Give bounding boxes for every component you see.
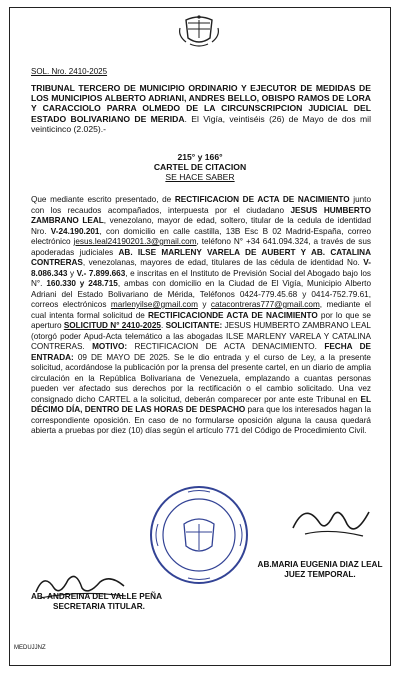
judge-name: AB.MARIA EUGENIA DIAZ LEAL	[257, 560, 383, 569]
judge-signature-block	[250, 560, 390, 580]
request-number: SOL. Nro. 2410-2025	[31, 67, 108, 76]
years-line: 215° y 166°	[177, 152, 223, 162]
coat-of-arms-emblem	[176, 14, 222, 48]
court-header	[31, 83, 371, 134]
secretary-name: AB. ANDREINA DEL VALLE PEÑA	[31, 592, 163, 601]
judge-title: JUEZ TEMPORAL.	[284, 570, 356, 579]
notice-paragraph: Que mediante escrito presentado, de RECTIFICACION DE ACTA DE NACIMIENTO junto con los recaudos acompañados, interpuesta por el ciudadano JESUS HUMBERTO ZAMBRANO LEAL, venezolano, mayor de edad, soltero, titular de la cedula de identidad Nro. V-24.190.201, con domicilio en calle castilla, 13B Esc B 02 Madrid-España, correo electrónico jesus.leal24190201.3@gmail.com, teléfono N° +34 641.094.324, a través de sus apoderadas judiciales AB. ILSE MARLENY VARELA DE AUBERT Y AB. CATALINA CONTRERAS, venezolanas, mayores de edad, titulares de las cédula de identidad No. V-8.086.343 y V.- 7.899.663, e inscritas en el Instituto de Previsión Social del Abogado bajo los N°. 160.330 y 248.715, ambas con domicilio en la Ciudad de El Vigía, Municipio Alberto Adriani del Estado Bolivariano de Mérida, Teléfonos 0424-779.45.68 y 0414-752.79.61, correos electrónicos marlenyilse@gmail.com y catacontreras777@gmail.com, mediante el cual intenta formal solicitud de RECTIFICACIONDE ACTA DE NACIMIENTO por lo que se aperturo SOLICITUD N° 2410-2025. SOLICITANTE: JESUS HUMBERTO ZAMBRANO LEAL (otorgó poder Apud-Acta telemático a las abogadas ILSE MARLENY VARELA Y CATALINA CONTRERAS. MOTIVO: RECTIFICACION DE ACTA DENACIMIENTO. FECHA DE ENTRADA: 09 DE MAYO DE 2025. Se le dio entrada y el curso de Ley, a la presente solicitud, acordándose la publicación por la prensa del presente cartel, en un diario de amplia circulación en la República Bolivariana de Venezuela, emplazando a cuantas personas pueden ver afectado sus derechos por la rectificación o el cambio solicitado. Una vez consignado dicho CARTEL a la solicitud, deberán comparecer por ante este Tribunal en EL DÉCIMO DÍA, DENTRO DE LAS HORAS DE DESPACHO para que los interesados hagan la correspondiente oposición. En caso de no formularse oposición alguna la causa quedará abierta a pruebas por diez (10) días según el artículo 771 del Código de Procedimiento Civil.	[31, 195, 372, 435]
secretary-signature-block	[31, 592, 191, 612]
email-link: jesus.leal24190201.3@gmail.com	[73, 237, 197, 246]
document-title: CARTEL DE CITACION	[153, 162, 247, 172]
judge-signature	[285, 498, 375, 544]
notice-body	[31, 195, 371, 437]
footer-code: MEDUJJNZ	[14, 645, 46, 651]
email-link: catacontreras777@gmail.com	[210, 300, 320, 309]
court-stamp-seal	[148, 484, 250, 586]
email-link: marlenyilse@gmail.com	[110, 300, 198, 309]
issue-date: . El Vigía, veintiséis (26) de Mayo de dos mil veinticinco (2.025).-	[31, 113, 371, 134]
court-name: TRIBUNAL TERCERO DE MUNICIPIO ORDINARIO Y EJECUTOR DE MEDIDAS DE LOS MUNICIPIOS ALBERTO ADRIANI, ANDRES BELLO, OBISPO RAMOS DE LORA Y CARACCIOLO PARRA OLMEDO DE LA CIRCUNSCRIPCION JUDICIAL DEL ESTADO BOLIVARIANO DE MERIDA	[31, 83, 371, 124]
secretary-title: SECRETARIA TITULAR.	[53, 602, 145, 611]
document-subtitle: SE HACE SABER	[165, 172, 235, 182]
